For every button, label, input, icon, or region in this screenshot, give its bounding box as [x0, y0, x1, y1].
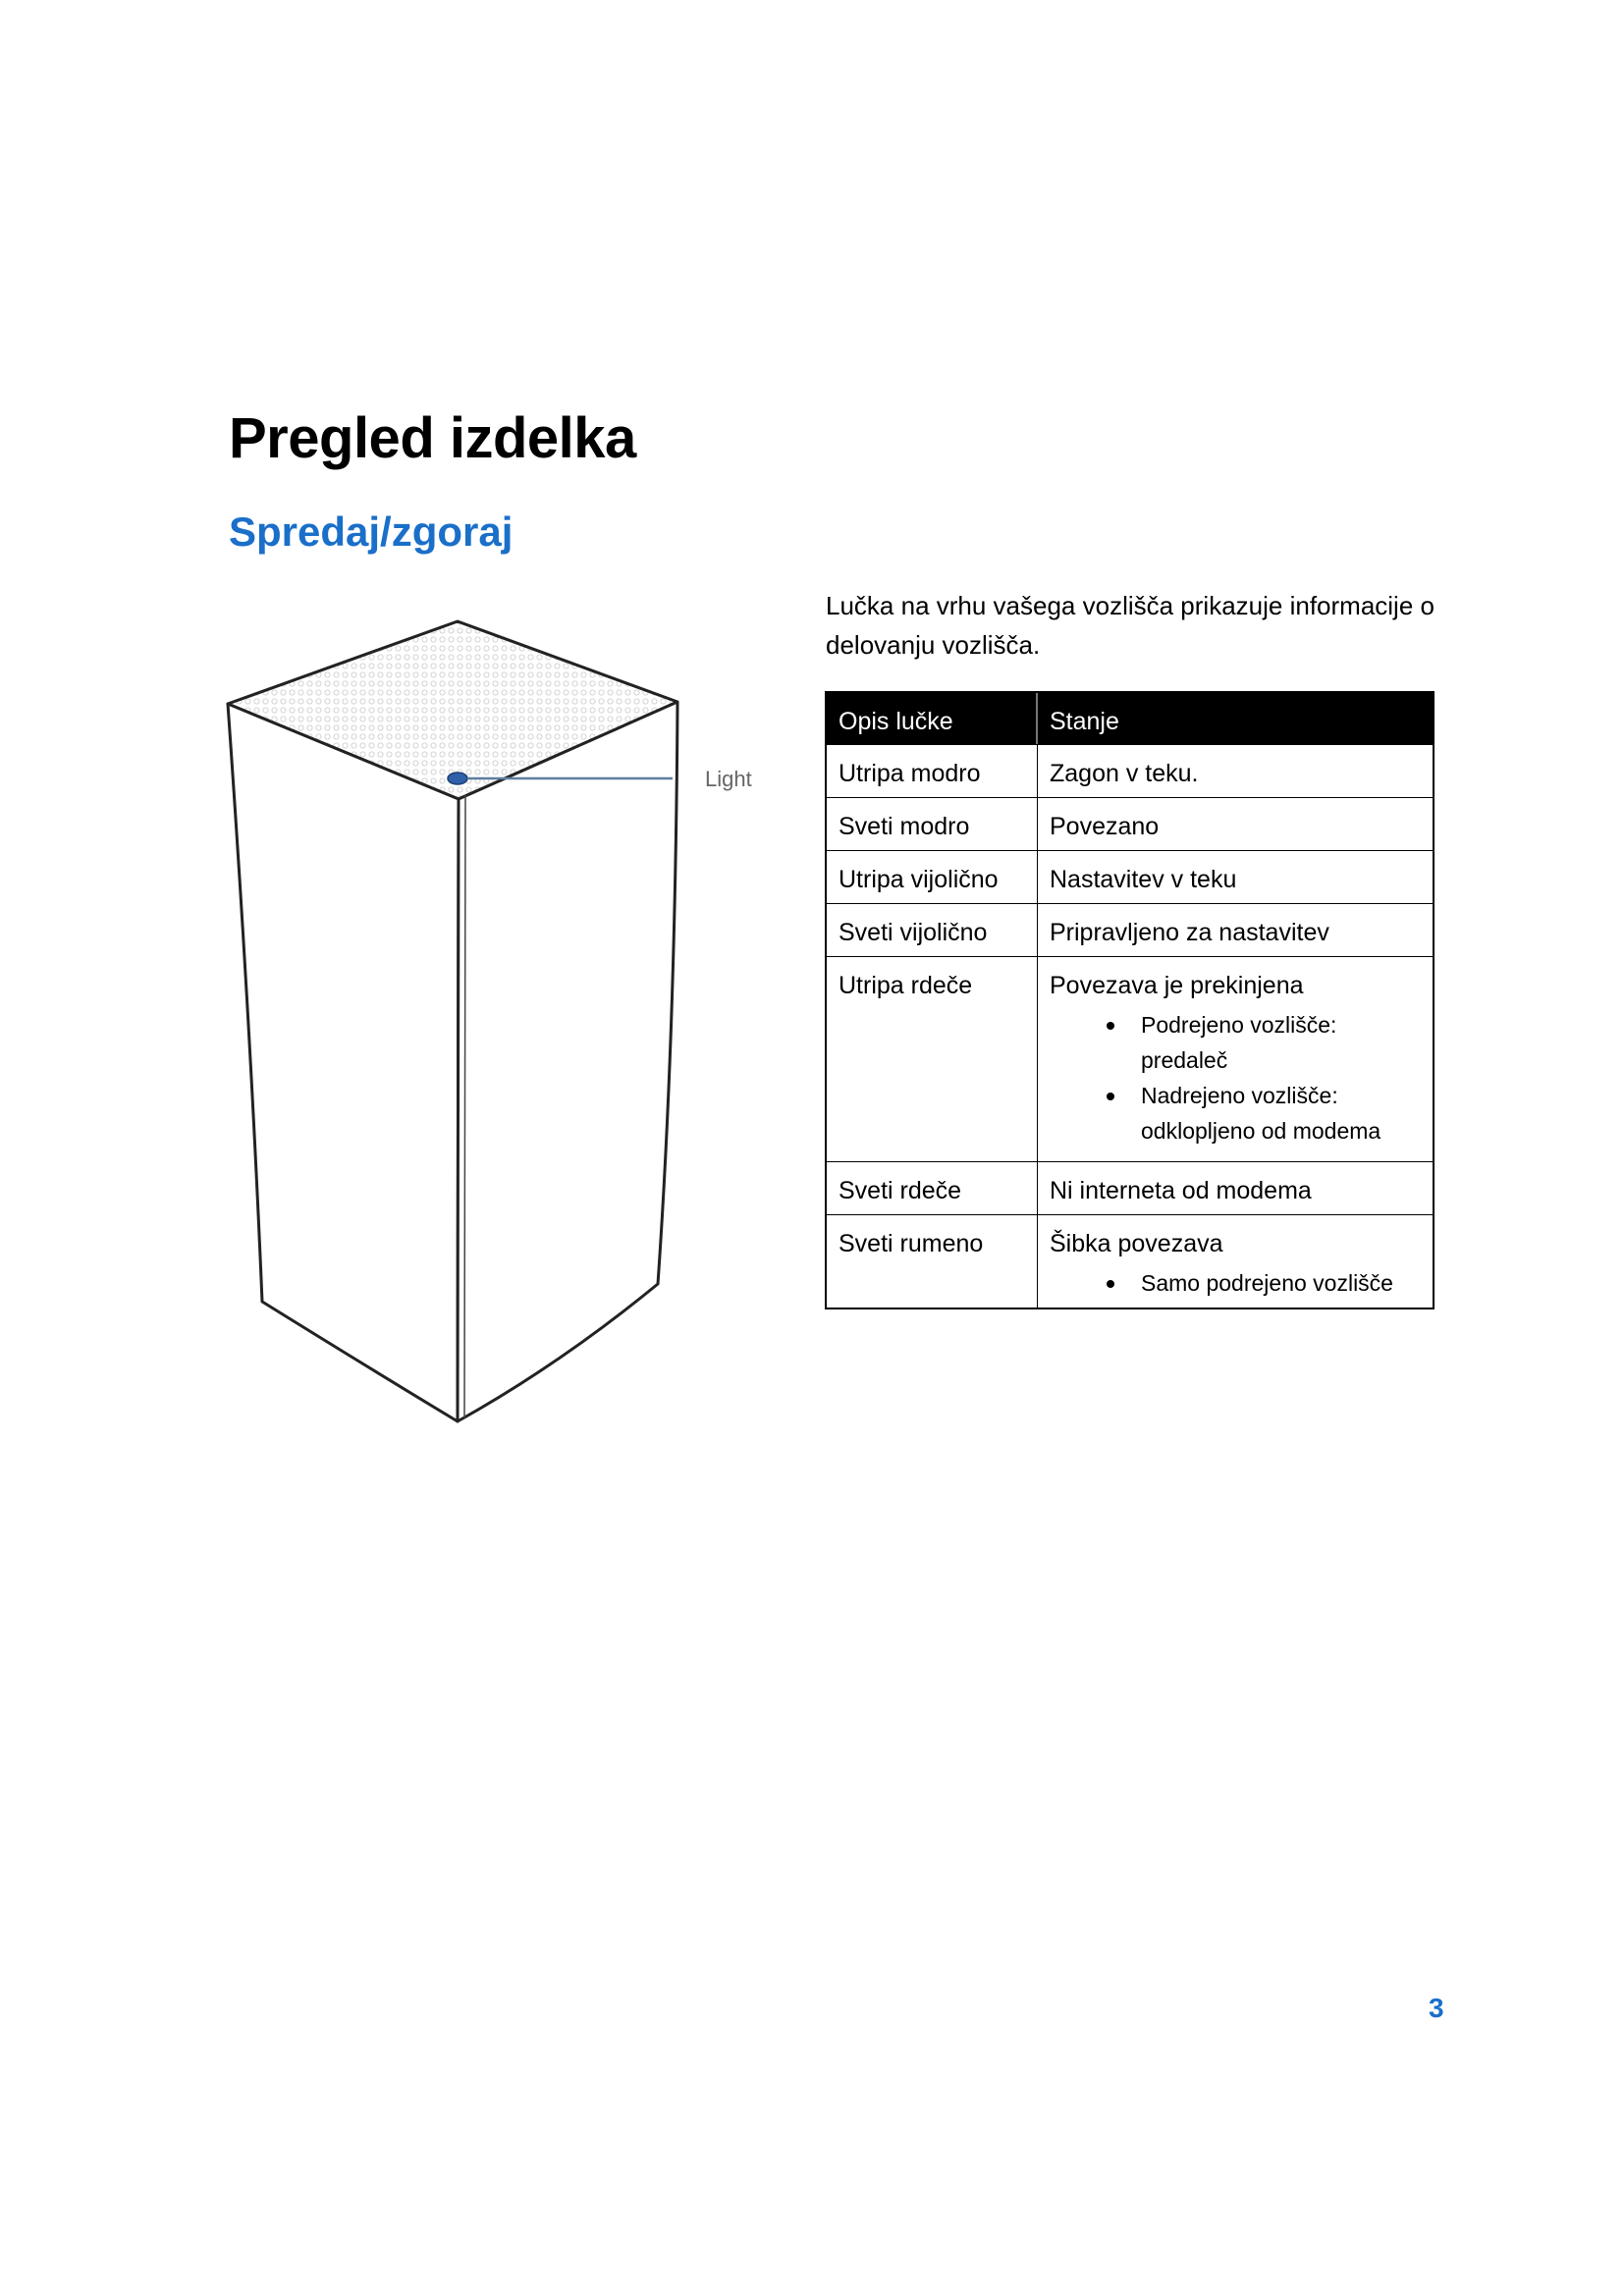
table-row [827, 850, 1433, 903]
light-cell: Utripa modro [827, 745, 1038, 797]
note-item: Nadrejeno vozlišče: odklopljeno od modema [1050, 1078, 1421, 1148]
table-row [827, 1214, 1433, 1308]
status-cell [1038, 1215, 1433, 1308]
section-heading: Spredaj/zgoraj [229, 508, 514, 555]
status-notes [1050, 1265, 1421, 1301]
status-cell [1038, 957, 1433, 1161]
light-cell: Utripa rdeče [827, 957, 1038, 1161]
node-illustration [226, 609, 776, 1433]
light-callout-label: Light [705, 767, 752, 791]
table-row [827, 903, 1433, 956]
light-cell: Sveti rdeče [827, 1162, 1038, 1214]
table-row [827, 956, 1433, 1161]
page-number: 3 [1429, 1993, 1444, 2023]
status-cell: Zagon v teku. [1050, 760, 1199, 787]
light-status-table [825, 691, 1435, 1309]
light-cell: Sveti rumeno [827, 1215, 1038, 1308]
table-header-row [827, 693, 1433, 744]
intro-text: Lučka na vrhu vašega vozlišča prikazuje informacije o delovanju vozlišča. [826, 591, 1435, 660]
light-cell: Sveti vijolično [827, 904, 1038, 956]
light-cell: Sveti modro [827, 798, 1038, 850]
header-light-description: Opis lučke [827, 693, 1038, 744]
status-cell: Pripravljeno za nastavitev [1050, 919, 1329, 946]
status-text: Povezava je prekinjena [1050, 972, 1304, 999]
status-notes [1050, 1007, 1421, 1148]
status-cell: Povezano [1050, 813, 1160, 840]
status-cell: Nastavitev v teku [1050, 866, 1237, 893]
note-item: Podrejeno vozlišče: predaleč [1050, 1007, 1421, 1078]
light-cell: Utripa vijolično [827, 851, 1038, 903]
status-light-icon [448, 773, 467, 784]
status-cell: Ni interneta od modema [1050, 1177, 1312, 1204]
status-text: Šibka povezava [1050, 1230, 1223, 1257]
note-item: Samo podrejeno vozlišče [1050, 1265, 1421, 1301]
page-title: Pregled izdelka [229, 406, 636, 470]
table-row [827, 1161, 1433, 1214]
table-row [827, 744, 1433, 797]
header-status: Stanje [1050, 708, 1119, 735]
table-row [827, 797, 1433, 850]
